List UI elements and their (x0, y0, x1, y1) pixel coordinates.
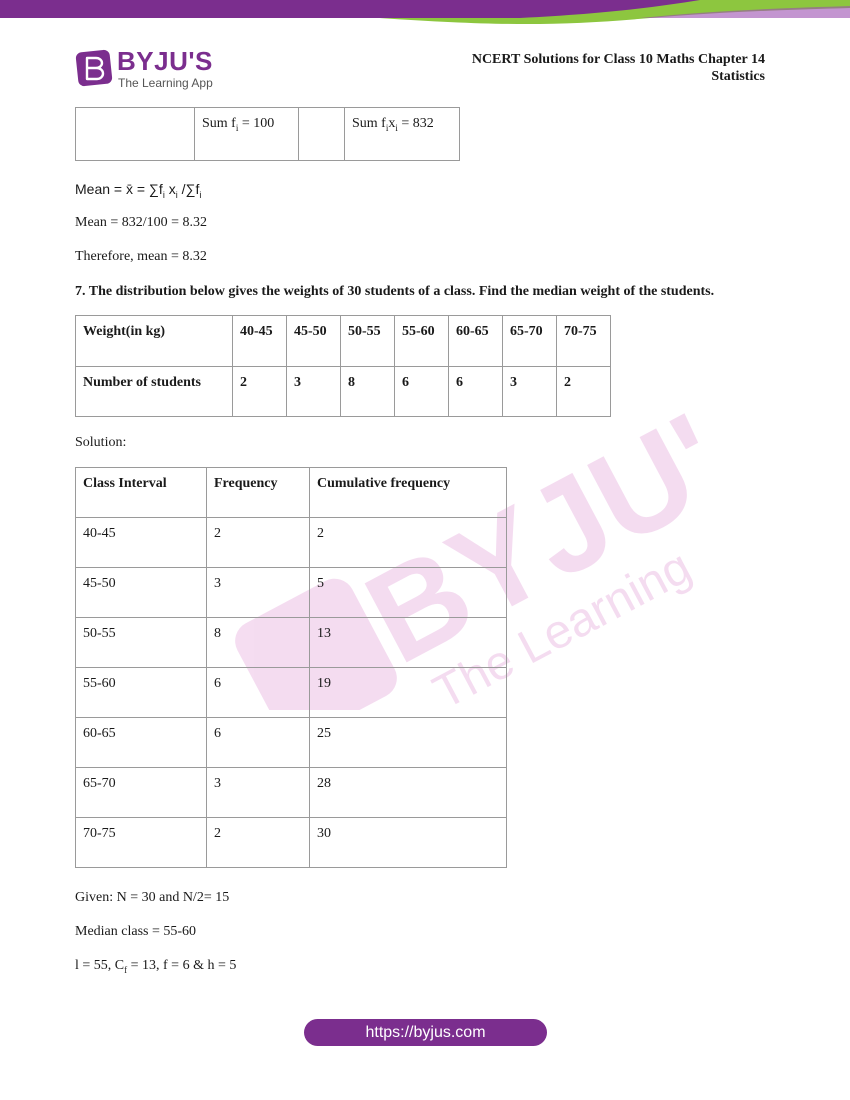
cf-cell: 6 (207, 668, 310, 718)
cf-cell: 70-75 (76, 818, 207, 868)
sum-table-cell-sum-fx: Sum $f_ix_i = 832$ (345, 108, 460, 161)
byjus-logo[interactable] (75, 46, 213, 92)
parameters-line: l = 55, $C_f = 13$, f = 6 & h = 5 (75, 958, 237, 975)
cf-cell: 55-60 (76, 668, 207, 718)
weights-count-cell: 6 (449, 367, 503, 417)
weights-range-cell: 70-75 (557, 316, 611, 367)
weights-count-cell: 3 (503, 367, 557, 417)
median-class-line: Median class = 55-60 (75, 924, 197, 939)
mean-result: Therefore, mean = 8.32 (75, 249, 207, 264)
header-title-line2: Statistics (711, 69, 765, 84)
cf-cell: 60-65 (76, 718, 207, 768)
cf-cell: 50-55 (76, 618, 207, 668)
cf-header-cell: Class Interval (76, 468, 207, 518)
cf-cell: 2 (310, 518, 507, 568)
cf-cell: 6 (207, 718, 310, 768)
table-row (76, 768, 507, 818)
top-banner-graphic (0, 0, 850, 30)
weights-count-cell: 3 (287, 367, 341, 417)
weights-range-cell: 45-50 (287, 316, 341, 367)
mean-formula: Mean = x̄ = $\sum f_i$ $x_i$ $/\sum f_i$ (75, 181, 202, 200)
weights-range-cell: 50-55 (341, 316, 395, 367)
cf-cell: 8 (207, 618, 310, 668)
cumulative-frequency-table (75, 467, 507, 868)
weights-header-label: Weight(in kg) (76, 316, 233, 367)
cf-header-row (76, 468, 507, 518)
cf-header-cell: Cumulative frequency (310, 468, 507, 518)
weights-row-label: Number of students (76, 367, 233, 417)
question-7: 7. The distribution below gives the weights of 30 students of a class. Find the median weight of the students. (75, 284, 715, 299)
weights-count-row (76, 367, 611, 417)
given-line: Given: N = 30 and N/2= 15 (75, 890, 230, 905)
table-row (76, 668, 507, 718)
cf-cell: 2 (207, 518, 310, 568)
cf-cell: 28 (310, 768, 507, 818)
solution-label: Solution: (75, 435, 127, 450)
weights-table (75, 315, 611, 417)
top-banner (0, 0, 850, 30)
table-row (76, 568, 507, 618)
weights-count-cell: 6 (395, 367, 449, 417)
weights-range-cell: 55-60 (395, 316, 449, 367)
sum-table (75, 107, 460, 161)
table-row (76, 818, 507, 868)
sum-table-cell-empty1 (76, 108, 195, 161)
cf-cell: 19 (310, 668, 507, 718)
weights-range-cell: 40-45 (233, 316, 287, 367)
table-row (76, 618, 507, 668)
weights-count-cell: 2 (233, 367, 287, 417)
weights-range-cell: 65-70 (503, 316, 557, 367)
cf-cell: 40-45 (76, 518, 207, 568)
sum-table-cell-empty2 (299, 108, 345, 161)
byjus-b-logo-icon (75, 49, 113, 87)
cf-cell: 13 (310, 618, 507, 668)
cf-cell: 25 (310, 718, 507, 768)
watermark-tagline: The Learning App (425, 495, 700, 710)
brand-name: BYJU'S (117, 46, 213, 76)
cf-cell: 5 (310, 568, 507, 618)
sum-table-cell-sum-f: Sum $f_i = 100$ (195, 108, 299, 161)
header-title-line1: NCERT Solutions for Class 10 Maths Chapter 14 (471, 52, 765, 67)
cf-cell: 3 (207, 768, 310, 818)
weights-header-row (76, 316, 611, 367)
watermark-brand: BYJU'S (343, 344, 700, 692)
cf-cell: 30 (310, 818, 507, 868)
page-header-title (472, 51, 765, 85)
cf-cell: 45-50 (76, 568, 207, 618)
cf-cell: 2 (207, 818, 310, 868)
cf-cell: 65-70 (76, 768, 207, 818)
cf-cell: 3 (207, 568, 310, 618)
cf-header-cell: Frequency (207, 468, 310, 518)
weights-count-cell: 2 (557, 367, 611, 417)
brand-tagline: The Learning App (118, 76, 213, 90)
weights-count-cell: 8 (341, 367, 395, 417)
weights-range-cell: 60-65 (449, 316, 503, 367)
footer-url-link[interactable]: https://byjus.com (304, 1019, 547, 1046)
table-row (76, 518, 507, 568)
mean-calculation: Mean = 832/100 = 8.32 (75, 215, 208, 230)
table-row (76, 718, 507, 768)
